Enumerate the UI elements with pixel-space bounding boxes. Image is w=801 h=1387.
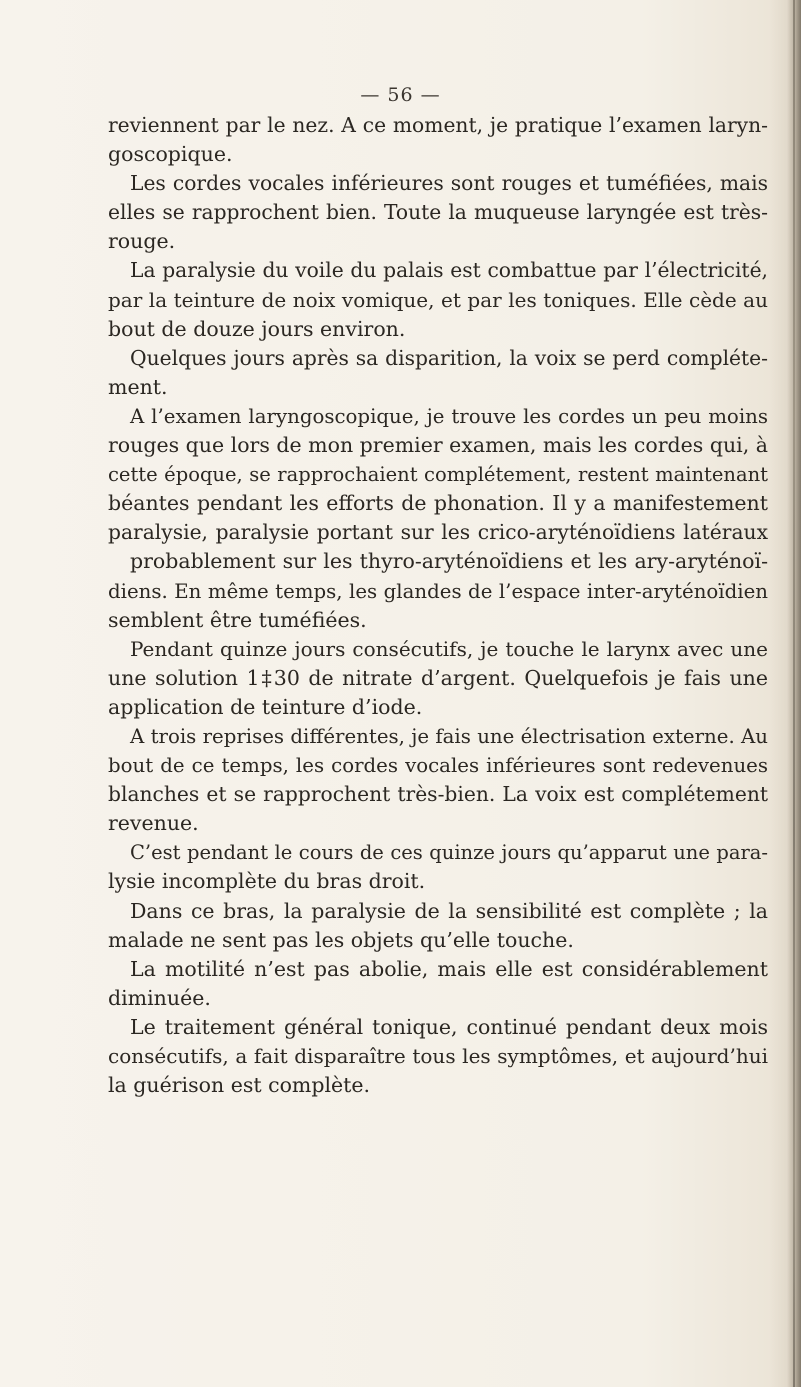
text-line: La paralysie du voile du palais est combattue par l’électricité, [130, 258, 768, 283]
text-line: diminuée. [108, 985, 211, 1010]
page-edge-line [793, 0, 795, 1387]
text-line: Dans ce bras, la paralysie de la sensibilité est complète ; la [130, 898, 768, 923]
text-line: La motilité n’est pas abolie, mais elle est considérablement [130, 956, 768, 981]
text-line: blanches et se rapprochent très-bien. La voix est complétement [108, 782, 768, 807]
body-text [108, 111, 768, 1100]
page-number: — 56 — [360, 84, 441, 106]
text-line: ment. [108, 374, 168, 399]
text-line: une solution 1‡30 de nitrate d’argent. Quelquefois je fais une [108, 665, 768, 690]
text-line: cette époque, se rapprochaient complétement, restent maintenant [108, 463, 768, 487]
text-line: probablement sur les thyro-aryténoïdiens et les ary-aryténoï- [130, 549, 768, 574]
text-line: paralysie, paralysie portant sur les crico-aryténoïdiens latéraux [108, 520, 768, 545]
text-line: consécutifs, a fait disparaître tous les symptômes, et aujourd’hui [108, 1044, 768, 1068]
text-line: A l’examen laryngoscopique, je trouve les cordes un peu moins [130, 404, 768, 428]
text-line: goscopique. [108, 142, 233, 167]
text-line: béantes pendant les efforts de phonation. Il y a manifestement [108, 491, 768, 516]
text-line: application de teinture d’iode. [108, 694, 423, 719]
text-line: C’est pendant le cours de ces quinze jours qu’apparut une para- [130, 841, 768, 865]
text-line: reviennent par le nez. A ce moment, je pratique l’examen laryn- [108, 113, 768, 137]
text-line: Pendant quinze jours consécutifs, je touche le larynx avec une [130, 636, 768, 661]
text-line: malade ne sent pas les objets qu’elle touche. [108, 927, 574, 952]
text-line: Les cordes vocales inférieures sont rouges et tuméfiées, mais [130, 171, 768, 196]
text-line: Le traitement général tonique, continué pendant deux mois [130, 1014, 768, 1039]
text-line: semblent être tuméfiées. [108, 607, 367, 632]
text-line: par la teinture de noix vomique, et par les toniques. Elle cède au [108, 287, 768, 312]
text-line: la guérison est complète. [108, 1073, 371, 1098]
text-line: diens. En même temps, les glandes de l’espace inter-aryténoïdien [108, 579, 768, 603]
text-line: revenue. [108, 811, 199, 836]
text-line: lysie incomplète du bras droit. [108, 869, 426, 894]
text-line: Quelques jours après sa disparition, la voix se perd compléte- [130, 345, 768, 370]
text-line: elles se rapprochent bien. Toute la muqueuse laryngée est très- [108, 200, 768, 225]
text-line: A trois reprises différentes, je fais une électrisation externe. Au [130, 724, 768, 748]
text-line: bout de douze jours environ. [108, 316, 406, 341]
text-line: rouge. [108, 229, 176, 254]
text-line: rouges que lors de mon premier examen, mais les cordes qui, à [108, 433, 768, 458]
text-line: bout de ce temps, les cordes vocales inférieures sont redevenues [108, 754, 768, 778]
